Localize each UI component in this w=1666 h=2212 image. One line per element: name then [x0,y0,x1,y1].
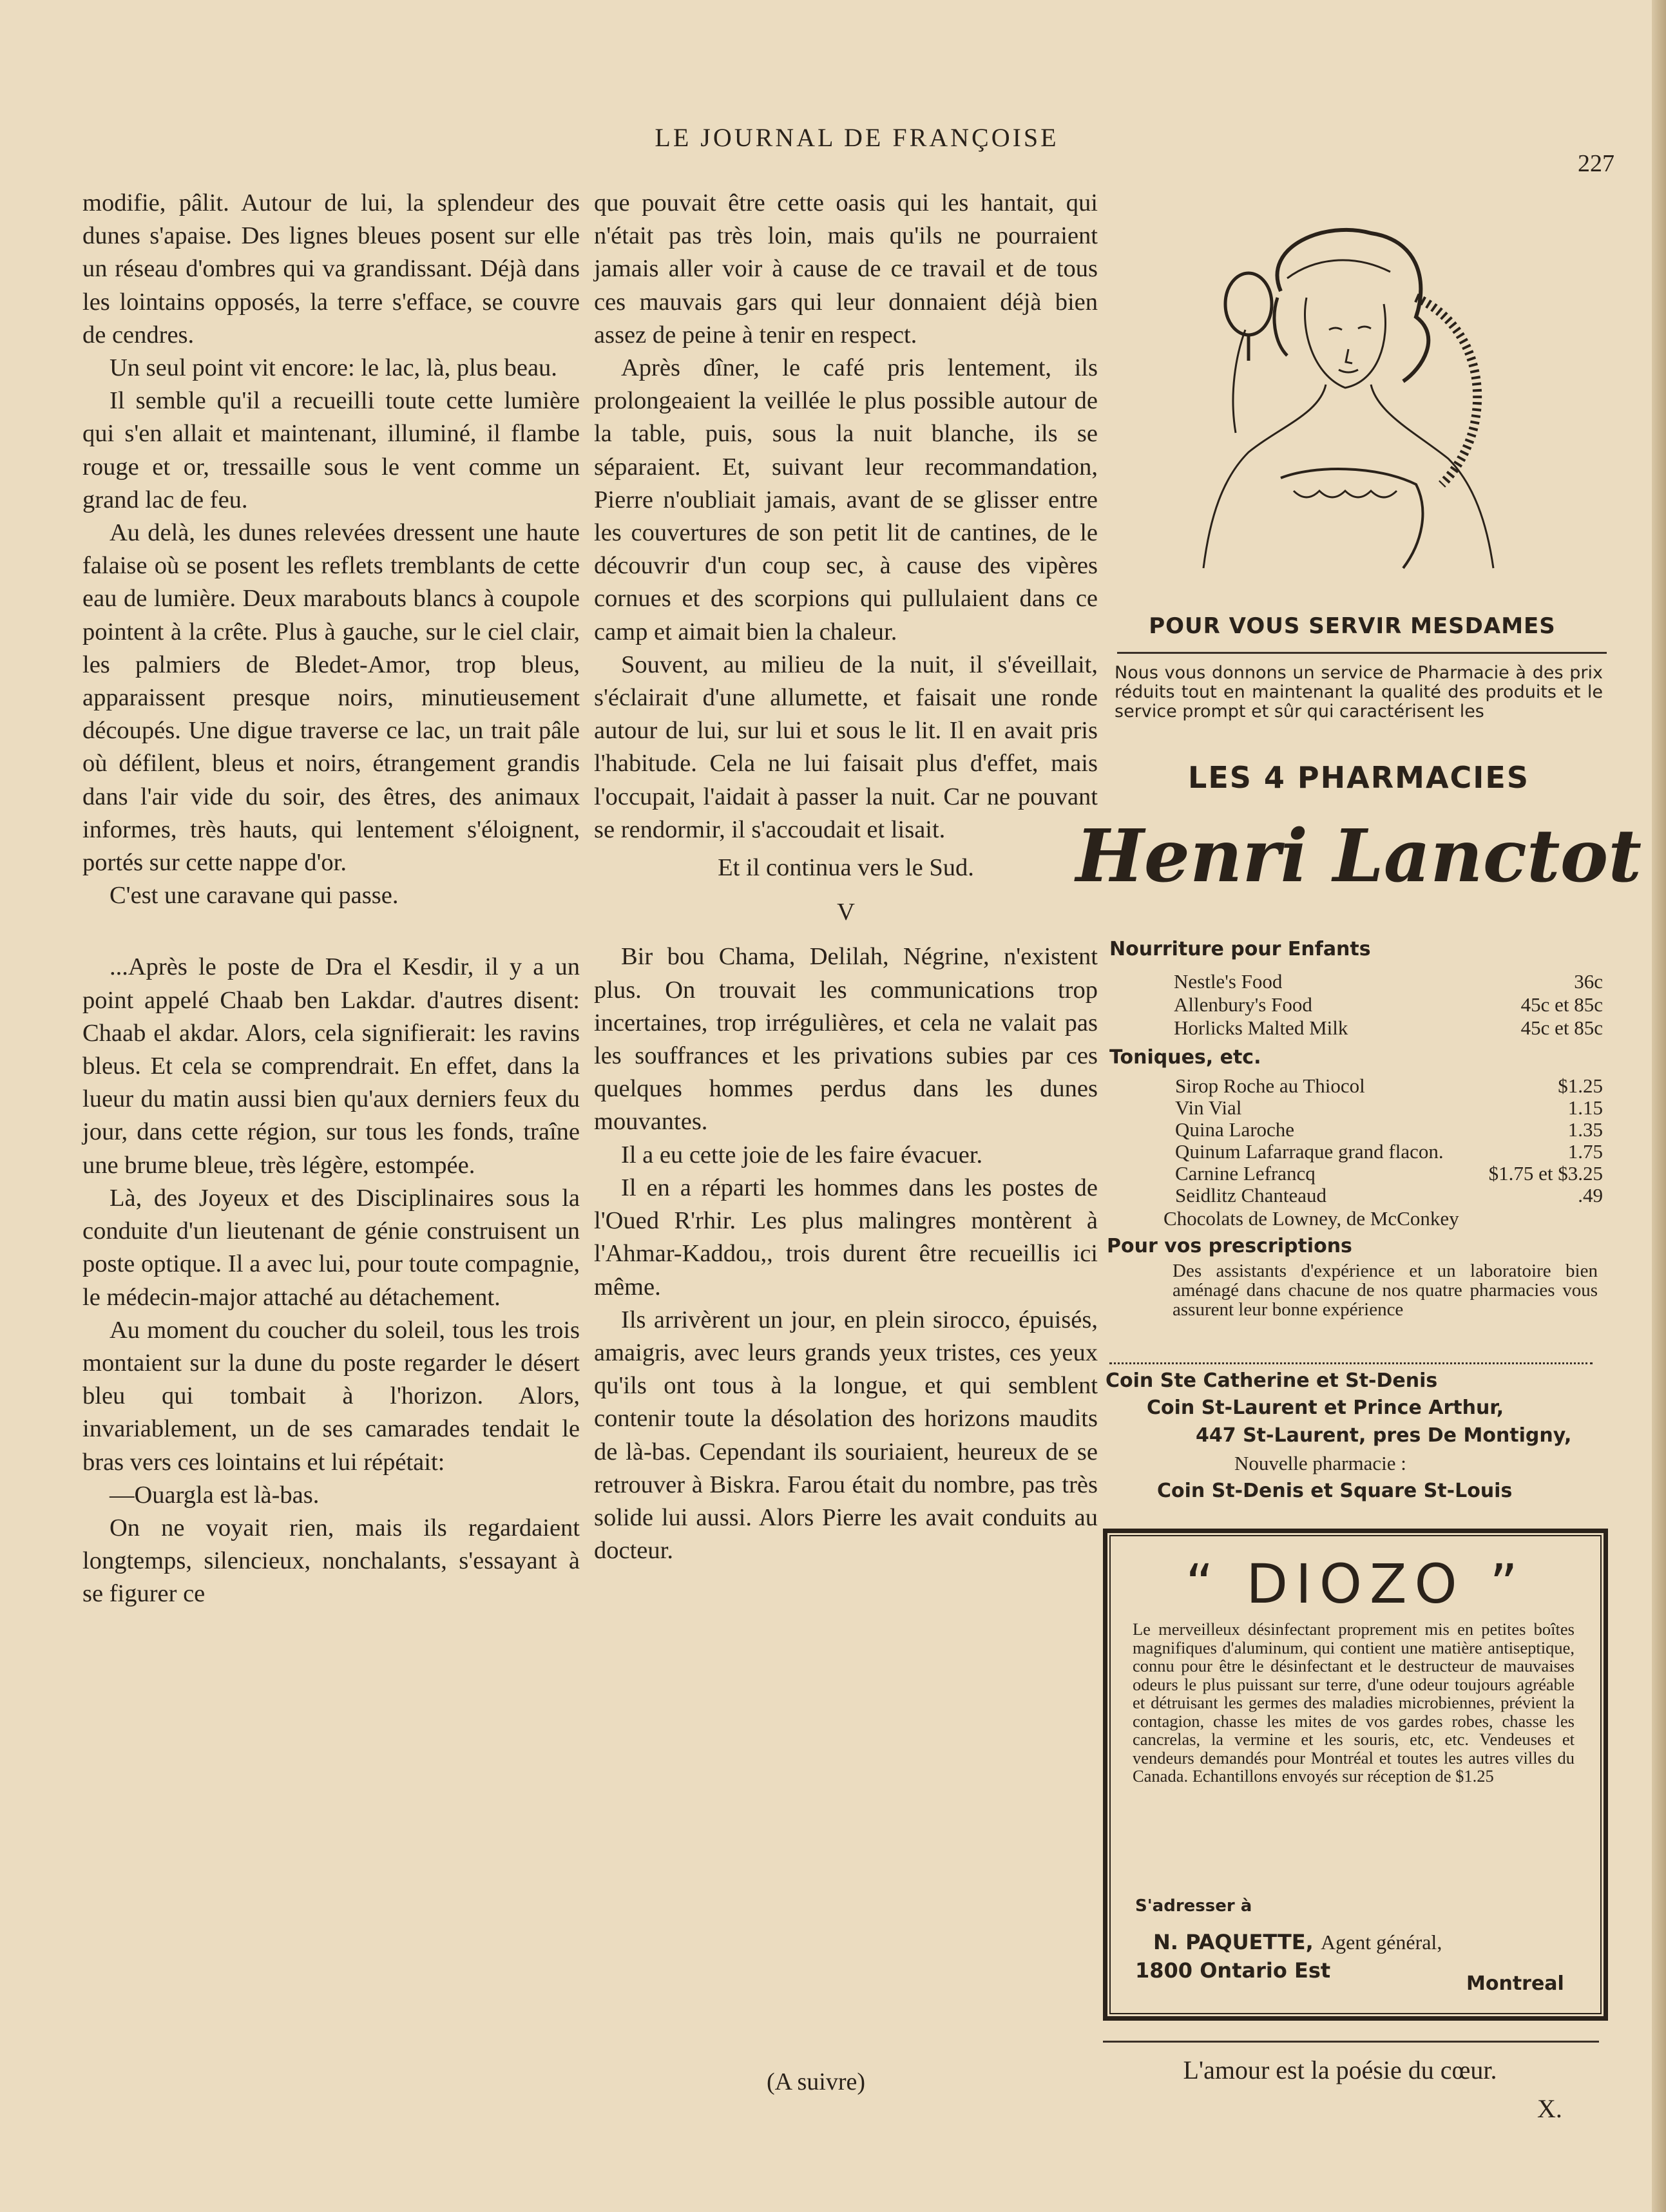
price-item-price: $1.75 et $3.25 [1488,1162,1603,1185]
divider [1103,2041,1599,2043]
price-item-price: 1.35 [1567,1118,1603,1141]
paragraph: modifie, pâlit. Autour de lui, la splendeur des dunes s'apaise. Des lignes bleues posent sur elle un réseau d'ombres qui va grandissant. Déjà dans les lointains opposés, la terre s'efface, se couvre de cendres. [82,189,580,348]
paragraph: Au delà, les dunes relevées dressent une haute falaise où se posent les reflets tremblants de cette eau de lumière. Deux marabouts blancs à coupole pointent à la crête. Plus à gauche, sur le ciel clair, les palmiers de Bledet-Amor, trop bleus, apparaissent presque noirs, minutieusement découpés. Une digue traverse ce lac, un trait pâle où défilent, bleus et noirs, étrangement grandis dans l'air vide du soir, des êtres, des animaux informes, très hauts, qui lentement s'éloignent, portés sur cette nappe d'or. [82,519,580,877]
paragraph: —Ouargla est là-bas. [110,1481,320,1509]
centered-heading: V [837,899,855,926]
paragraph: Bir bou Chama, Delilah, Négrine, n'existent plus. On trouvait les communications trop incertaines, trop irrégulières, et cela ne valait pas les souffrances et les privations subies par ces quelques hommes perdus dans les dunes mouvantes. [594,943,1098,1136]
diozo-street: 1800 Ontario Est [1135,1958,1331,1983]
agent-role: Agent général, [1320,1931,1442,1954]
page-number: 227 [1578,150,1614,177]
price-item-price: $1.25 [1558,1074,1603,1097]
diozo-contact-label: S'adresser à [1135,1896,1252,1916]
address-3: 447 St-Laurent, pres De Montigny, [1196,1424,1572,1447]
running-title: LE JOURNAL DE FRANÇOISE [655,123,1059,152]
section-tonics: Toniques, etc. [1109,1046,1261,1069]
price-item-name: Seidlitz Chanteaud [1175,1184,1327,1206]
divider [1117,652,1607,654]
price-item-name: Horlicks Malted Milk [1174,1016,1348,1039]
paragraph: ...Après le poste de Dra el Kesdir, il y a un point appelé Chaab ben Lakdar. d'autres disent: Chaab el akdar. Alors, cela signifierait: les ravins bleus. Et cela se comprendrait. En effet, dans la lueur du matin aussi bien qu'aux derniers feux du jour, dans cette région, sur tous les fonds, traîne une brume bleue, très légère, estompée. [82,953,580,1179]
paragraph: Là, des Joyeux et des Disciplinaires sous la conduite d'un lieutenant de génie construisent un poste optique. Il a avec lui, pour toute compagnie, le médecin-major attaché au détachement. [82,1184,580,1311]
price-item-price: 1.75 [1567,1140,1603,1163]
closing-quote: L'amour est la poésie du cœur. [1183,2055,1497,2084]
section-break [82,912,580,951]
paragraph: On ne voyait rien, mais ils regardaient longtemps, silencieux, nonchalants, s'essayant à se figurer ce [82,1514,580,1608]
paragraph: C'est une caravane qui passe. [110,882,399,910]
svg-text:Henri Lanctot: Henri Lanctot [1075,814,1642,899]
price-item-price: 36c [1574,970,1603,993]
pharmacy-ad-headline: POUR VOUS SERVIR MESDAMES [1149,613,1556,639]
section-prescriptions: Pour vos prescriptions [1107,1235,1352,1257]
address-1: Coin Ste Catherine et St-Denis [1106,1369,1438,1392]
price-item-name: Quina Laroche [1175,1118,1295,1141]
paragraph: Au moment du coucher du soleil, tous les trois montaient sur la dune du poste regarder le désert bleu qui tombait à l'horizon. Alors, invariablement, un de ses camarades tendait le bras vers ces lointains et lui répétait: [82,1316,580,1476]
pharmacy-ad-intro: Nous vous donnons un service de Pharmacie à des prix réduits tout en maintenant la qualité des produits et le service prompt et sûr qui caractérisent les [1115,663,1603,721]
paragraph: Il en a réparti les hommes dans les postes de l'Oued R'rhir. Les plus malingres montèrent à l'Ahmar-Kaddou,, trois durent être recueillis ici même. [594,1174,1098,1301]
paragraph: Souvent, au milieu de la nuit, il s'éveillait, s'éclairait d'une allumette, et faisait une ronde autour de lui, sur lui et sous le lit. Il en avait pris l'habitude. Cela ne lui faisait plus d'effet, mais l'occupait, l'aidait à passer la nuit. Car ne pouvant se rendormir, il s'accoudait et lisait. [594,651,1098,843]
paragraph: que pouvait être cette oasis qui les hantait, qui n'était pas très loin, mais qu'ils ne pourraient jamais aller voir à cause de ce travail et de tous ces mauvais gars qui leur donnaient déjà bien assez de peine à tenir en respect. [594,189,1098,348]
paragraph: Après dîner, le café pris lentement, ils prolongeaient la veillée le plus possible autour de la table, puis, sous la nuit blanche, ils se séparaient. Et, suivant leur recommandation, Pierre n'oubliait jamais, avant de se glisser entre les couvertures de son petit lit de cantines, de le découvrir d'un coup sec, à cause des vipères cornues et des scorpions qui pullulaient dans ce camp et aimait bien la chaleur. [594,354,1098,645]
diozo-city: Montreal [1466,1972,1564,1995]
agent-name: N. PAQUETTE, [1153,1930,1314,1954]
section-baby-food: Nourriture pour Enfants [1109,938,1371,960]
paragraph: Ils arrivèrent un jour, en plein sirocco, épuisés, amaigris, avec leurs grands yeux tristes, ces yeux qu'ils ont tous à la longue, et qui semblent contenir toute la désolation des horizons maudits de là-bas. Cependant ils souriaient, heureux de se retrouver à Biskra. Farou était du nombre, pas très solide lui aussi. Alors Pierre les avait conduits au docteur. [594,1306,1098,1565]
price-item-name: Carnine Lefrancq [1175,1162,1316,1185]
paragraph: Un seul point vit encore: le lac, là, plus beau. [110,354,557,382]
price-item-name: Vin Vial [1175,1096,1242,1119]
new-pharmacy-label: Nouvelle pharmacie : [1234,1452,1406,1474]
diozo-body: Le merveilleux désinfectant proprement mis en petites boîtes magnifiques d'aluminum, qui contient une matière antiseptique, connu pour être le désinfectant et le destructeur de mauvaises odeurs le plus puissant sur terre, d'une odeur toujours agréable et détruisant les germes des maladies microbiennes, prévient la contagion, chasse les mites de vos gardes robes, chasse les cancrelas, la vermine et les souris, etc, etc. Vendeuses et vendeurs demandés pour Montréal et toutes les autres villes du Canada. Echantillons envoyés sur réception de $1.25 [1133,1619,1575,1786]
diozo-agent [1153,1930,1442,1954]
new-pharmacy-address: Coin St-Denis et Square St-Louis [1157,1480,1513,1502]
address-2: Coin St-Laurent et Prince Arthur, [1147,1397,1504,1419]
divider [1109,1362,1593,1366]
centered-heading: Et il continua vers le Sud. [718,854,974,882]
price-item-price: 1.15 [1567,1096,1603,1119]
page-edge [1652,0,1666,2212]
price-item-price: 45c et 85c [1520,993,1603,1016]
prescriptions-text: Des assistants d'expérience et un laboratoire bien aménagé dans chacune de nos quatre pharmacies vous assurent leur bonne expérience [1173,1261,1598,1320]
price-item-price: .49 [1578,1184,1603,1206]
paragraph: Il a eu cette joie de les faire évacuer. [621,1141,983,1168]
quote-signature: X. [1537,2094,1562,2123]
price-item-name: Sirop Roche au Thiocol [1175,1074,1365,1097]
lady-illustration [1184,220,1506,581]
henri-lanctot-logo [1075,810,1642,907]
price-item-name: Nestle's Food [1174,970,1283,993]
article-column-2 [594,187,1098,1567]
price-item-name: Quinum Lafarraque grand flacon. [1175,1140,1444,1163]
diozo-title: “ DIOZO ” [1185,1552,1526,1616]
paragraph: Il semble qu'il a recueilli toute cette lumière qui s'en allait et maintenant, illuminé, il flambe rouge et or, tressaille sous le vent comme un grand lac de feu. [82,387,580,513]
article-column-1 [82,187,580,1611]
to-be-continued: (A suivre) [767,2068,866,2095]
chocolates-line: Chocolats de Lowney, de McConkey [1163,1207,1459,1230]
pharmacy-title: LES 4 PHARMACIES [1188,760,1529,795]
price-item-name: Allenbury's Food [1174,993,1312,1016]
price-item-price: 45c et 85c [1520,1016,1603,1039]
